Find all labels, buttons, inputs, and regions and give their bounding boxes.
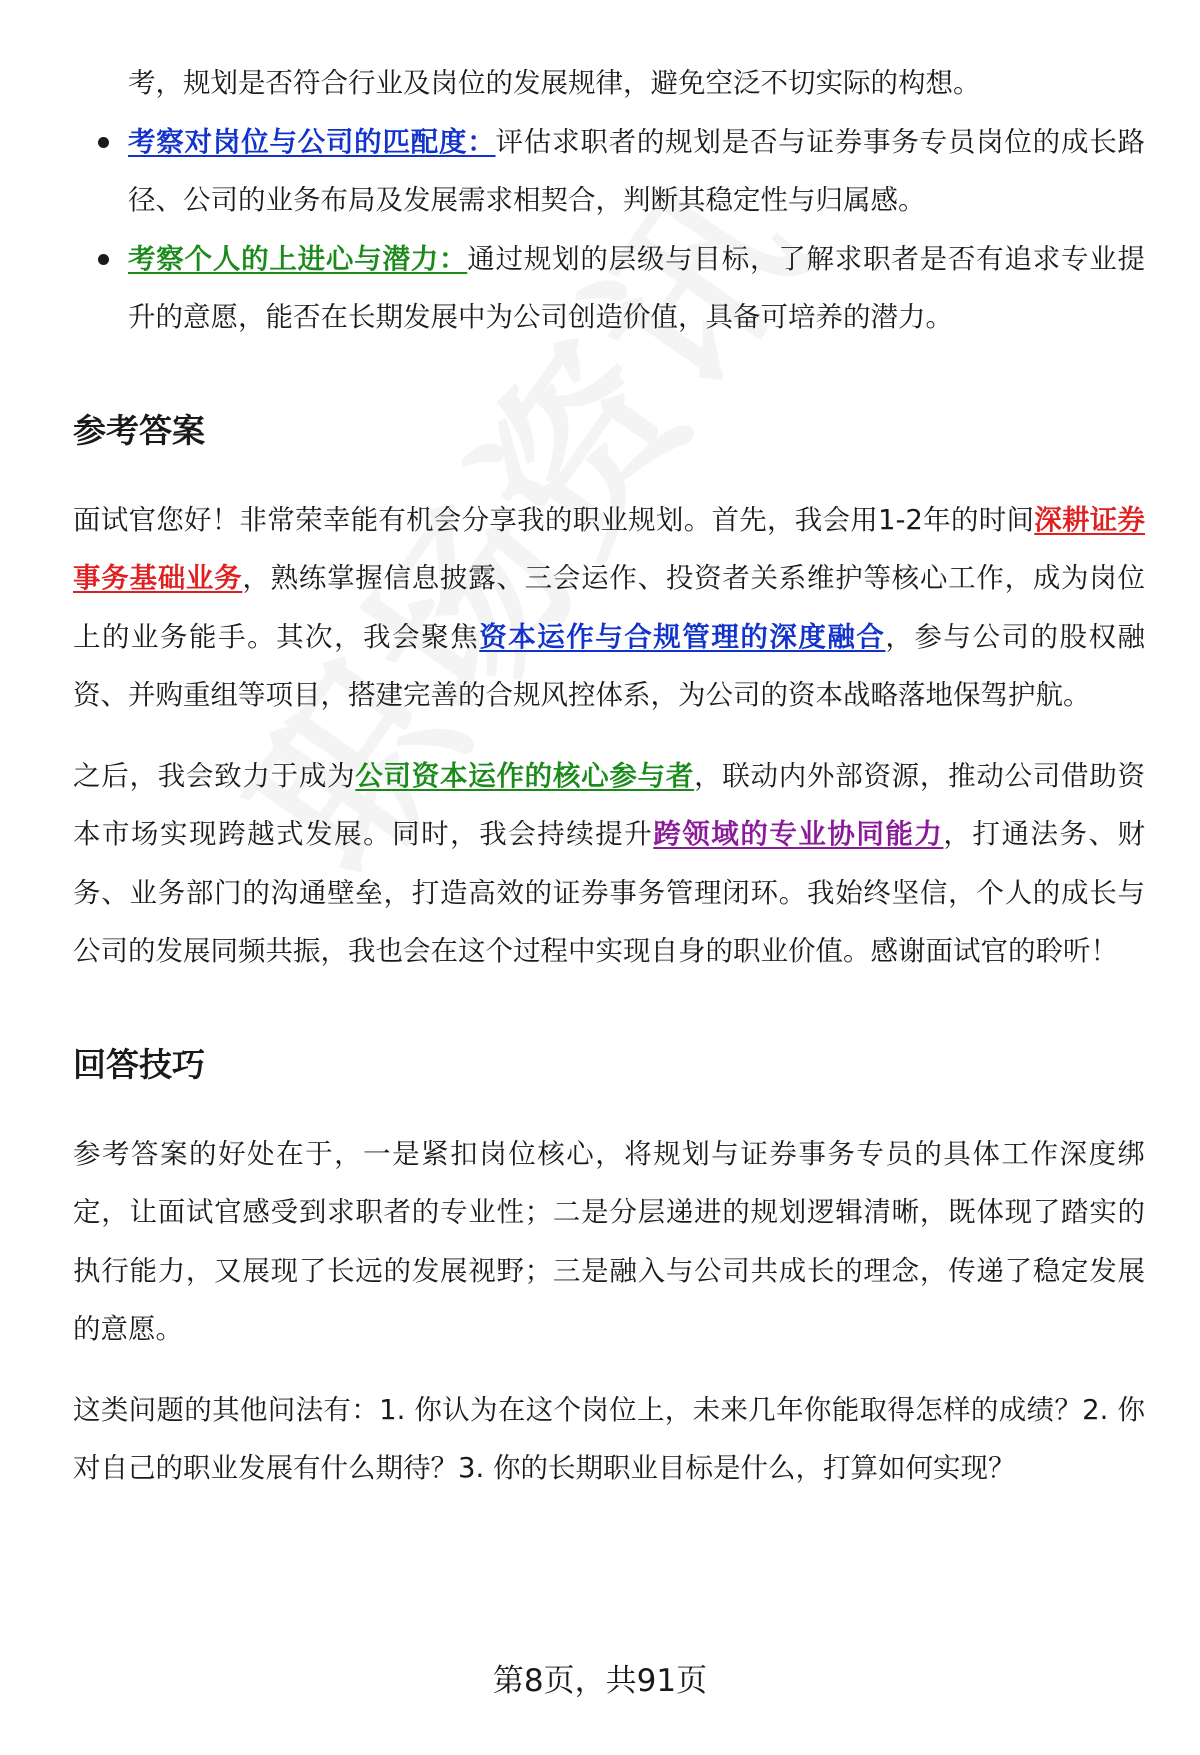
answer-text: 之后，我会致力于成为	[73, 759, 356, 792]
content	[73, 54, 1145, 1498]
bullet-keyword: 考察个人的上进心与潜力：	[128, 242, 468, 275]
bullet-text: 评估求职者的规划是否与证券事务专员岗位的成长路径、公司的业务布局及发展需求相契合，判断其稳定性与归属感。	[128, 125, 1146, 216]
page-number: 第8页，共91页	[492, 1663, 708, 1699]
answer-keyword: 跨领域的专业协同能力	[653, 818, 944, 850]
answer-text: 面试官您好！非常荣幸能有机会分享我的职业规划。首先，我会用1-2年的时间	[73, 503, 1035, 536]
section-heading-tips: 回答技巧	[73, 1044, 205, 1084]
answer-paragraph-2	[73, 747, 1145, 981]
section-heading-answer: 参考答案	[73, 410, 205, 450]
bullet-text: 通过规划的层级与目标，了解求职者是否有追求专业提升的意愿，能否在长期发展中为公司创造价值，具备可培养的潜力。	[128, 242, 1146, 333]
answer-paragraph-1	[73, 491, 1145, 725]
answer-keyword: 公司资本运作的核心参与者	[355, 759, 695, 792]
continuation-line: 考，规划是否符合行业及岗位的发展规律，避免空泛不切实际的构想。	[128, 67, 981, 99]
bullet-item	[73, 230, 1145, 347]
tips-paragraph-2: 这类问题的其他问法有：1. 你认为在这个岗位上，未来几年你能取得怎样的成绩？2. 你对自己的职业发展有什么期待？3. 你的长期职业目标是什么，打算如何实现？	[73, 1393, 1145, 1484]
answer-text: ，参与公司的股权融资、并购重组等项目，搭建完善的合规风控体系，为公司的资本战略落地保驾护航。	[73, 620, 1146, 711]
bullet-item	[73, 113, 1145, 230]
tips-paragraph-1: 参考答案的好处在于，一是紧扣岗位核心，将规划与证券事务专员的具体工作深度绑定，让面试官感受到求职者的专业性；二是分层递进的规划逻辑清晰，既体现了踏实的执行能力，又展现了长远的发展视野；三是融入与公司共成长的理念，传递了稳定发展的意愿。	[73, 1137, 1145, 1345]
answer-text: ，联动内外部资源，推动公司借助资本市场实现跨越式发展。同时，我会持续提升	[73, 759, 1146, 850]
bullet-keyword: 考察对岗位与公司的匹配度：	[128, 125, 496, 158]
answer-text: ，打通法务、财务、业务部门的沟通壁垒，打造高效的证券事务管理闭环。我始终坚信，个人的成长与公司的发展同频共振，我也会在这个过程中实现自身的职业价值。感谢面试官的聆听！	[73, 818, 1146, 967]
bullet-dot-icon	[98, 137, 109, 148]
answer-keyword: 资本运作与合规管理的深度融合	[479, 620, 886, 653]
answer-text: ，熟练掌握信息披露、三会运作、投资者关系维护等核心工作，成为岗位上的业务能手。其次，我会聚焦	[73, 562, 1146, 653]
bullet-dot-icon	[98, 254, 109, 265]
answer-keyword: 深耕证券事务基础业务	[73, 503, 1145, 594]
